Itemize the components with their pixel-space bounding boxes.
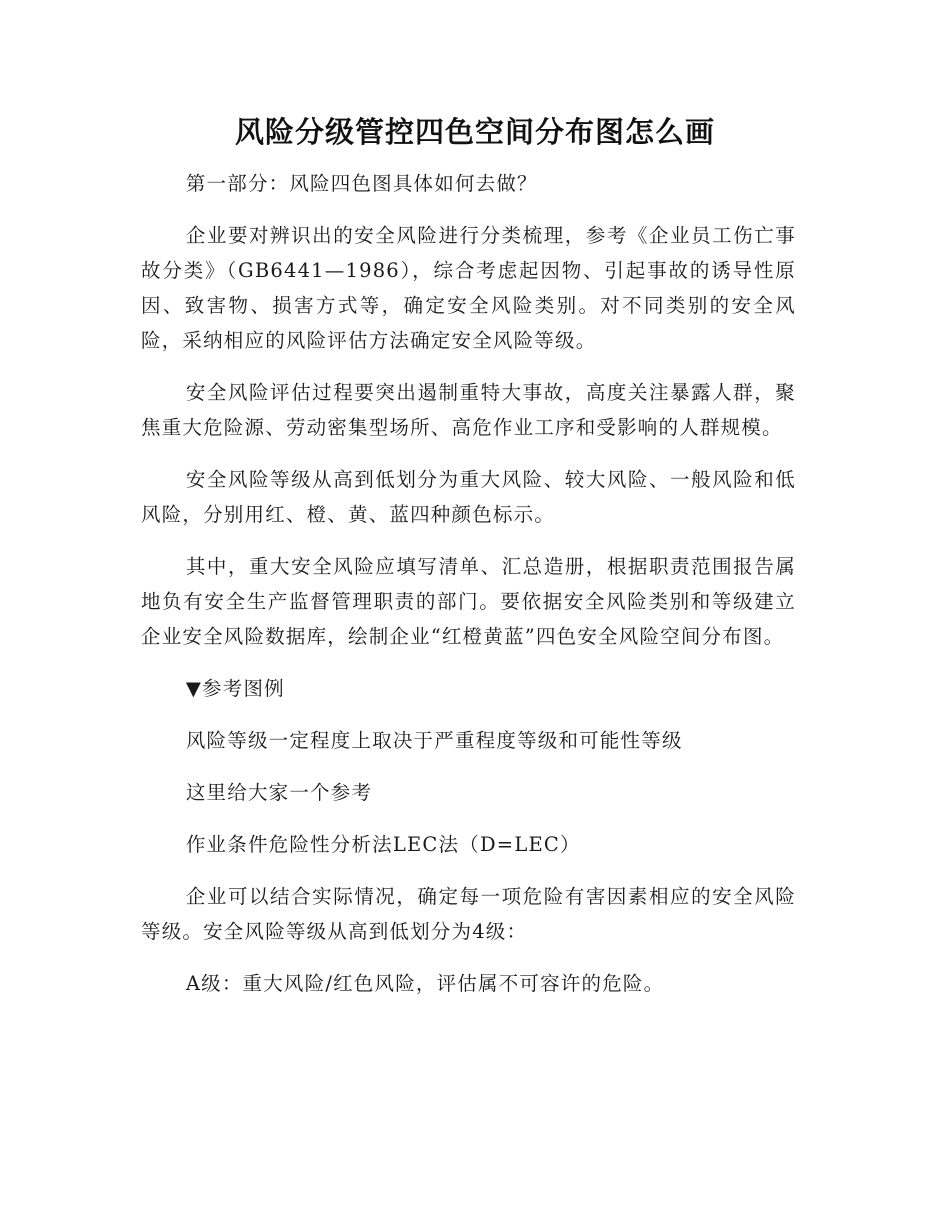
paragraph-risk-levels-colors: 安全风险等级从高到低划分为重大风险、较大风险、一般风险和低风险，分别用红、橙、黄、蓝四种颜色标示。 (141, 468, 796, 526)
paragraph-risk-classification: 企业要对辨识出的安全风险进行分类梳理，参考《企业员工伤亡事故分类》（GB6441—1986），综合考虑起因物、引起事故的诱导性原因、致害物、损害方式等，确定安全风险类别。对不同类别的安全风险，采纳相应的风险评估方法确定安全风险等级。 (141, 224, 796, 352)
paragraph-four-levels: 企业可以结合实际情况，确定每一项危险有害因素相应的安全风险等级。安全风险等级从高到低划分为4级： (141, 885, 796, 943)
paragraph-major-risk-reporting: 其中，重大安全风险应填写清单、汇总造册，根据职责范围报告属地负有安全生产监督管理职责的部门。要依据安全风险类别和等级建立企业安全风险数据库，绘制企业“红橙黄蓝”四色安全风险空间分布图。 (141, 555, 796, 648)
paragraph-risk-assessment: 安全风险评估过程要突出遏制重特大事故，高度关注暴露人群，聚焦重大危险源、劳动密集型场所、高危作业工序和受影响的人群规模。 (141, 381, 796, 439)
document-body (141, 166, 796, 1018)
paragraph-lec-method: 作业条件危险性分析法LEC法（D=LEC） (185, 833, 581, 856)
paragraph-part-one-heading: 第一部分：风险四色图具体如何去做？ (185, 172, 538, 195)
paragraph-severity-likelihood: 风险等级一定程度上取决于严重程度等级和可能性等级 (185, 729, 683, 752)
paragraph-reference-note: 这里给大家一个参考 (185, 781, 373, 804)
document-title: 风险分级管控四色空间分布图怎么画 (234, 115, 715, 149)
paragraph-level-a: A级：重大风险/红色风险，评估属不可容许的危险。 (185, 972, 665, 995)
paragraph-reference-legend: ▼参考图例 (185, 677, 285, 700)
